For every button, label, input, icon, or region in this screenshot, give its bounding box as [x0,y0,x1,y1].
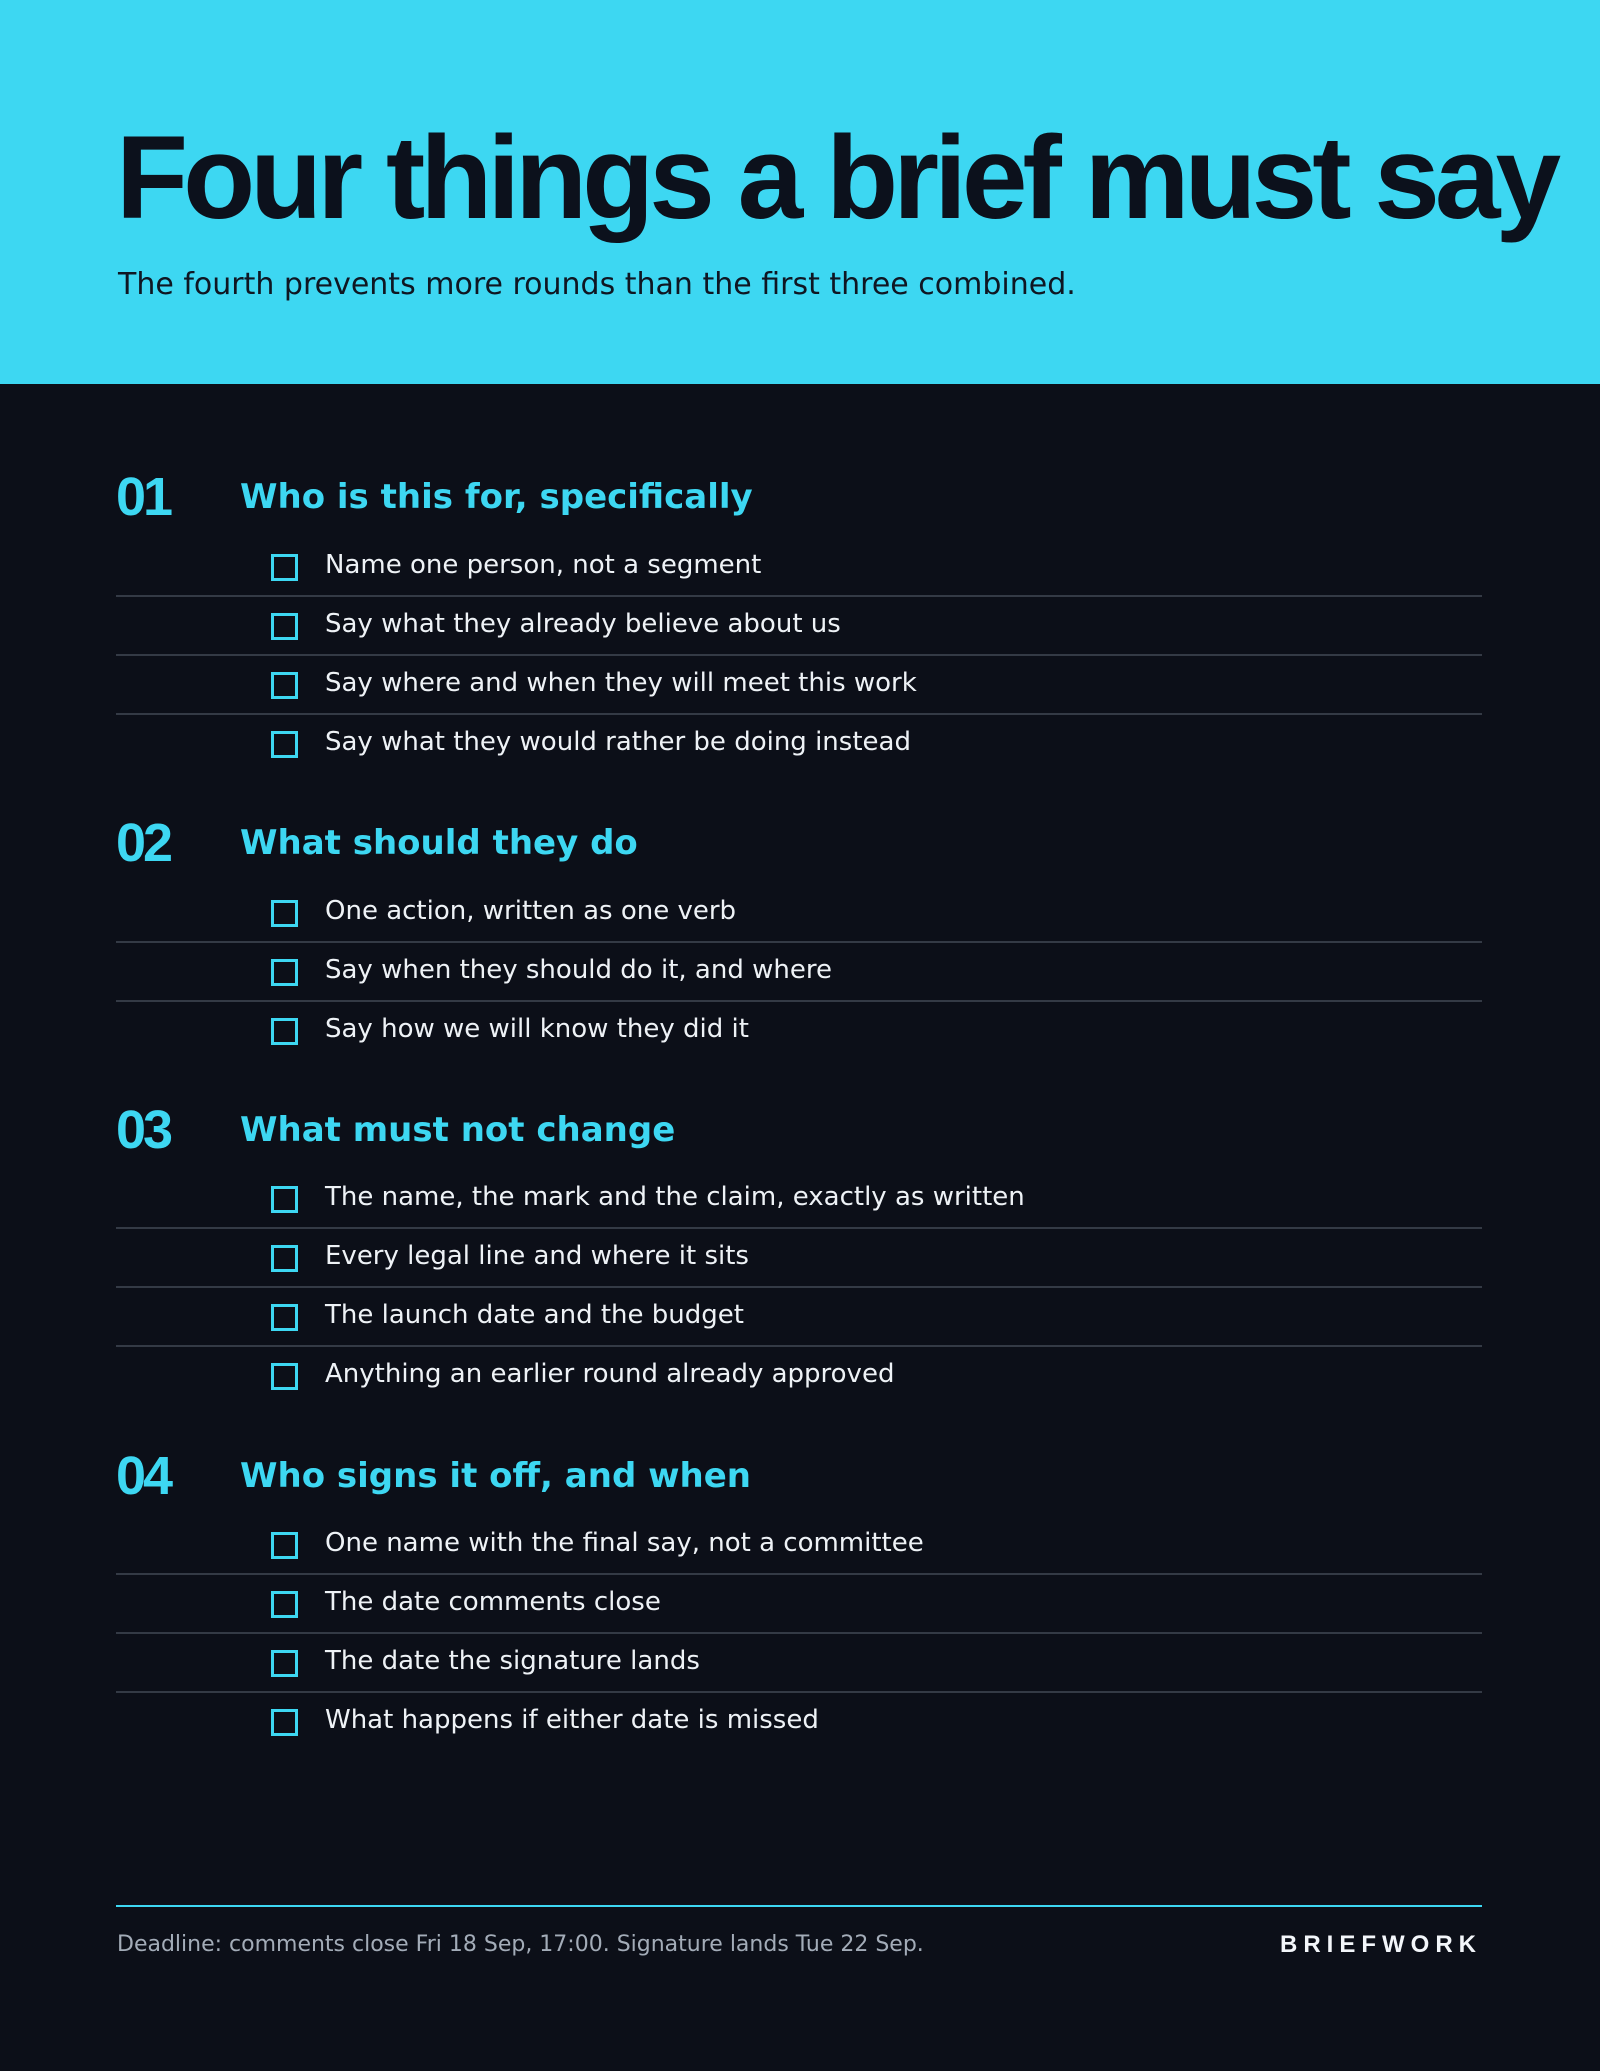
checklist-item[interactable] [116,656,1482,715]
checklist-item[interactable] [116,597,1482,656]
section-title: What must not change [240,1110,676,1150]
checkbox-icon[interactable] [271,1709,298,1736]
footer-deadline: Deadline: comments close Fri 18 Sep, 17:00. Signature lands Tue 22 Sep. [117,1932,924,1957]
section-title: What should they do [240,823,638,863]
checklist-item[interactable] [116,715,1482,774]
header-banner [0,0,1600,384]
checklist-item[interactable] [116,1002,1482,1061]
checklist-item-label: Say how we will know they did it [325,1014,749,1044]
checkbox-icon[interactable] [271,1532,298,1559]
checkbox-icon[interactable] [271,900,298,927]
checklist-item-label: The name, the mark and the claim, exactly as written [325,1182,1025,1212]
checklist-item[interactable] [116,1170,1482,1229]
checklist-item-label: The launch date and the budget [325,1300,744,1330]
checklist-item[interactable] [116,1575,1482,1634]
checkbox-icon[interactable] [271,1018,298,1045]
section-number: 04 [116,1446,171,1506]
checklist-item[interactable] [116,1229,1482,1288]
section-number: 03 [116,1100,171,1160]
checkbox-icon[interactable] [271,1363,298,1390]
footer-divider [116,1905,1482,1907]
checkbox-icon[interactable] [271,554,298,581]
checklist-item-label: Anything an earlier round already approved [325,1359,895,1389]
checkbox-icon[interactable] [271,1591,298,1618]
checklist-item-label: Name one person, not a segment [325,550,762,580]
checkbox-icon[interactable] [271,613,298,640]
checklist-item[interactable] [116,1634,1482,1693]
checkbox-icon[interactable] [271,1186,298,1213]
checklist-item[interactable] [116,1516,1482,1575]
section-number: 01 [116,467,171,527]
checklist-item-label: Say when they should do it, and where [325,955,832,985]
checklist-item[interactable] [116,1288,1482,1347]
checklist-item-label: Every legal line and where it sits [325,1241,749,1271]
checklist-item-label: The date comments close [325,1587,661,1617]
checklist-item-label: One name with the final say, not a committee [325,1528,924,1558]
checkbox-icon[interactable] [271,731,298,758]
checklist-item[interactable] [116,884,1482,943]
page-title: Four things a brief must say [116,112,1557,244]
checklist-item[interactable] [116,1693,1482,1752]
checkbox-icon[interactable] [271,1245,298,1272]
checklist-item[interactable] [116,1347,1482,1406]
checklist-item[interactable] [116,943,1482,1002]
checklist-item[interactable] [116,538,1482,597]
checklist-item-label: The date the signature lands [325,1646,700,1676]
checklist-item-label: Say what they would rather be doing instead [325,727,911,757]
checkbox-icon[interactable] [271,672,298,699]
checkbox-icon[interactable] [271,959,298,986]
section-number: 02 [116,813,171,873]
section-title: Who is this for, specifically [240,477,753,517]
checkbox-icon[interactable] [271,1304,298,1331]
checklist-item-label: Say what they already believe about us [325,609,841,639]
checklist-item-label: One action, written as one verb [325,896,737,926]
brand-wordmark: BRIEFWORK [1280,1931,1482,1958]
checkbox-icon[interactable] [271,1650,298,1677]
page-subtitle: The fourth prevents more rounds than the first three combined. [118,267,1076,302]
section-title: Who signs it off, and when [240,1456,752,1496]
checklist-item-label: What happens if either date is missed [325,1705,819,1735]
checklist-item-label: Say where and when they will meet this work [325,668,917,698]
